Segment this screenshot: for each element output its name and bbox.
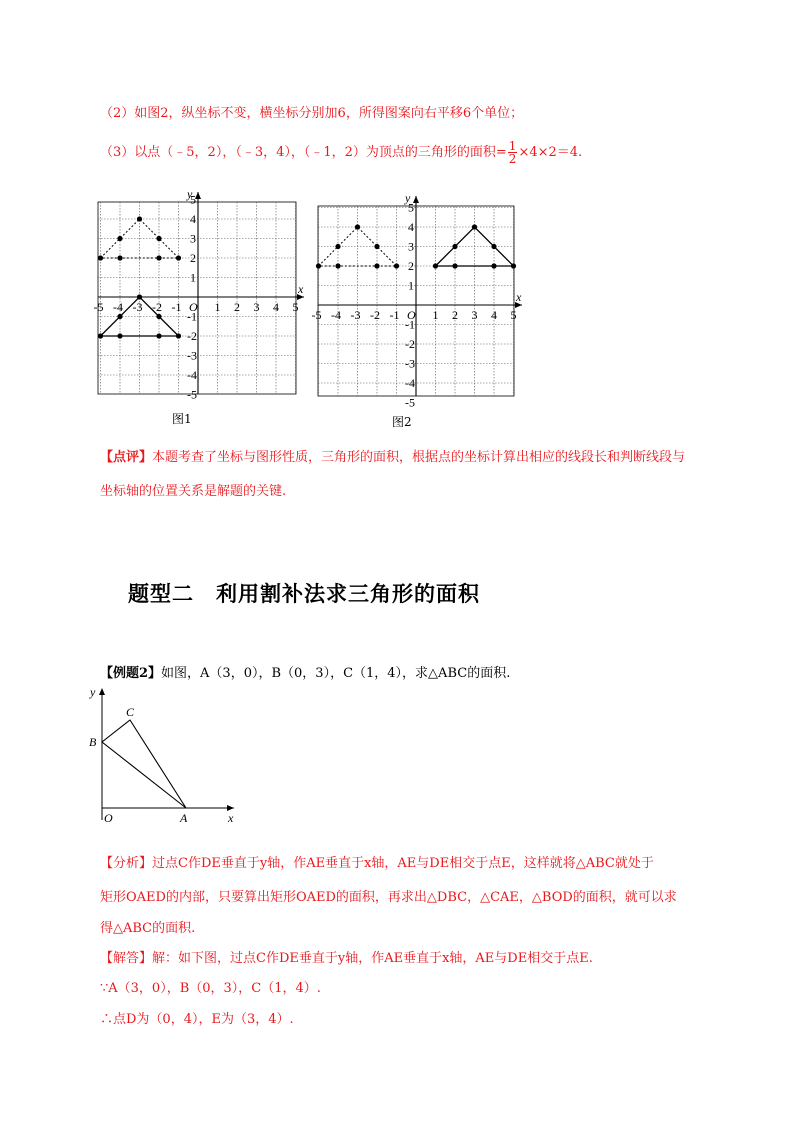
y-tick-label: -4 [187, 368, 197, 382]
point [491, 263, 496, 268]
y-tick-label: -1 [405, 317, 415, 332]
grid-border [98, 202, 296, 394]
y-tick-label: 1 [190, 270, 196, 285]
y-tick-label: -3 [405, 356, 415, 371]
x-tick-label: 1 [432, 308, 439, 322]
point [137, 294, 142, 299]
point [117, 255, 122, 260]
point [374, 263, 379, 268]
x-tick-label: 5 [292, 300, 299, 314]
solution-line-1: 【解答】解：如下图，过点C作DE垂直于y轴，作AE垂直于x轴，AE与DE相交于点E. [100, 951, 593, 966]
point [452, 244, 457, 249]
part-3-text [100, 140, 582, 165]
part-3-after: ×4×2＝4. [518, 145, 583, 160]
x-tick-label: 4 [273, 300, 279, 314]
y-axis-label: y [187, 187, 193, 201]
solution-line-3: ∴点D为（0，4），E为（3，4）. [100, 1012, 294, 1027]
figure-2-caption: 图2 [392, 415, 412, 429]
y-tick-label: 1 [408, 278, 414, 293]
point [98, 333, 103, 338]
part-3-before: （3）以点（﹣5，2），（﹣3，4），（﹣1，2）为顶点的三角形的面积= [100, 145, 507, 160]
point [335, 263, 340, 268]
x-tick-label: -4 [331, 308, 341, 322]
point [374, 244, 379, 249]
y-tick-label: 4 [408, 220, 414, 234]
x-tick-label: 2 [234, 300, 240, 314]
example-text: 如图，A（3，0），B（0，3），C（1，4），求△ABC的面积. [161, 666, 511, 681]
figure-1-coordinate-grid [82, 178, 318, 404]
solution-line-2: ∵A（3，0），B（0，3），C（1，4）. [100, 981, 321, 996]
y-tick-label: 2 [408, 259, 414, 273]
point [491, 244, 496, 249]
analysis-line-2: 矩形OAED的内部，只要算出矩形OAED的面积，再求出△DBC，△CAE，△BOD的面积，就可以求 [100, 890, 677, 905]
point [98, 255, 103, 260]
x-tick-label: -1 [171, 300, 182, 314]
y-tick-label: 5 [408, 200, 414, 215]
point-a-label: A [180, 811, 188, 824]
point [452, 263, 457, 268]
point [472, 224, 477, 229]
y-tick-label: 3 [408, 239, 414, 254]
point [335, 244, 340, 249]
section-title: 题型二 利用割补法求三角形的面积 [128, 582, 480, 606]
x-axis-label: x [298, 282, 304, 296]
x-tick-label: -3 [350, 308, 361, 322]
analysis-line-3: 得△ABC的面积. [100, 921, 196, 936]
x-tick-label: -4 [113, 300, 123, 314]
fraction [508, 140, 518, 165]
x-tick-label: 5 [510, 308, 517, 322]
y-axis-label: y [405, 191, 411, 205]
y-axis-label: y [90, 685, 96, 699]
figure-1-caption: 图1 [172, 412, 192, 426]
x-tick-label: -1 [389, 308, 400, 322]
analysis-line-1: 【分析】过点C作DE垂直于y轴，作AE垂直于x轴，AE与DE相交于点E，这样就将△ABC就处于 [100, 856, 654, 871]
point [117, 314, 122, 319]
point [117, 236, 122, 241]
origin-label: O [104, 811, 113, 824]
x-tick-label: 2 [452, 308, 458, 322]
point [117, 333, 122, 338]
y-tick-label: -2 [405, 337, 415, 351]
example-tag: 【例题2】 [100, 666, 162, 681]
x-axis-label: x [228, 811, 234, 824]
fraction-denominator: 2 [508, 152, 517, 166]
fraction-numerator: 1 [508, 139, 517, 153]
point [137, 216, 142, 221]
x-tick-label: -5 [311, 308, 322, 322]
y-tick-label: 5 [190, 192, 196, 207]
point-b-label: B [89, 735, 97, 749]
x-tick-label: -2 [370, 308, 380, 322]
y-tick-label: -4 [405, 376, 415, 390]
point [355, 224, 360, 229]
y-axis-arrow [99, 688, 105, 695]
point [316, 263, 321, 268]
origin-label: O [189, 300, 198, 314]
comment-line-2: 坐标轴的位置关系是解题的关键. [100, 484, 287, 499]
point-c-label: C [126, 705, 135, 719]
y-tick-label: -5 [405, 395, 415, 410]
y-tick-label: -2 [187, 329, 197, 343]
x-tick-label: -2 [152, 300, 162, 314]
x-tick-label: 4 [491, 308, 497, 322]
example-line [100, 662, 510, 681]
x-tick-label: 3 [471, 308, 478, 322]
x-tick-label: -3 [132, 300, 143, 314]
y-tick-label: 3 [190, 231, 196, 246]
point [176, 333, 181, 338]
y-tick-label: 2 [190, 251, 196, 265]
point [433, 263, 438, 268]
example-triangle-figure [86, 684, 246, 824]
y-tick-label: -3 [187, 348, 197, 363]
triangle-abc [102, 720, 186, 808]
x-tick-label: 1 [214, 300, 221, 314]
origin-label: O [407, 308, 416, 322]
point [156, 255, 161, 260]
x-axis-label: x [516, 290, 522, 304]
comment-line-1 [100, 446, 685, 465]
comment-text-1: 本题考查了坐标与图形性质，三角形的面积，根据点的坐标计算出相应的线段长和判断线段与 [152, 450, 686, 465]
point [156, 314, 161, 319]
y-tick-label: -1 [187, 309, 197, 324]
y-tick-label: -5 [187, 387, 197, 402]
figure-2-coordinate-grid [304, 181, 534, 411]
point [156, 236, 161, 241]
x-tick-label: 3 [253, 300, 260, 314]
part-2-text: （2）如图2，纵坐标不变，横坐标分别加6，所得图案向右平移6个单位； [100, 106, 524, 121]
x-tick-label: -5 [93, 300, 104, 314]
point [394, 263, 399, 268]
y-tick-label: 4 [190, 212, 196, 226]
point [176, 255, 181, 260]
point [156, 333, 161, 338]
point [511, 263, 516, 268]
comment-tag: 【点评】 [100, 450, 153, 465]
